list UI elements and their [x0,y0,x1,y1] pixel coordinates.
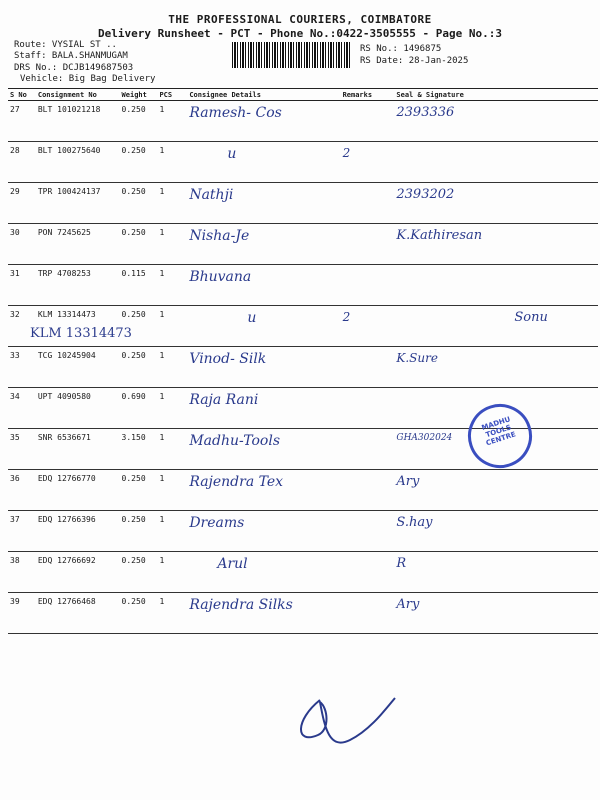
row-consignment: BLT 100275640 [36,142,120,183]
row-sno: 38 [8,552,36,593]
row-consignment: BLT 101021218 [36,101,120,142]
row-consignment: EDQ 12766692 [36,552,120,593]
col-seal: Seal & Signature [394,89,598,101]
row-signature: 2393336 [394,101,598,142]
row-sno: 39 [8,593,36,634]
row-consignee: Nathji [187,183,340,224]
row-signature: Ary [394,593,598,634]
company-title: THE PROFESSIONAL COURIERS, COIMBATORE [168,13,432,26]
row-weight: 0.250 [120,224,158,265]
row-remarks: 2 [341,306,395,347]
table-row [8,101,598,142]
row-pcs: 1 [157,142,187,183]
signature-scribble [290,690,400,760]
row-remarks [341,183,395,224]
row-consignment: EDQ 12766396 [36,511,120,552]
row-signature: S.hay [394,511,598,552]
row-pcs: 1 [157,265,187,306]
row-consignee: Raja Rani [187,388,340,429]
table-row [8,470,598,511]
table-row [8,183,598,224]
row-remarks [341,388,395,429]
row-remarks [341,552,395,593]
madhu-tools-stamp: MADHU TOOLS CENTRE [460,396,541,477]
table-row [8,224,598,265]
col-pcs: PCS [157,89,187,101]
runsheet-table [8,88,598,634]
row-sno: 32 [8,306,36,347]
row-pcs: 1 [157,224,187,265]
row-remarks [341,429,395,470]
row-pcs: 1 [157,183,187,224]
row-pcs: 1 [157,593,187,634]
row-remarks [341,265,395,306]
row-pcs: 1 [157,306,187,347]
row-sno: 31 [8,265,36,306]
row-sno: 34 [8,388,36,429]
row-consignee: Dreams [187,511,340,552]
row-sno: 27 [8,101,36,142]
row-weight: 0.250 [120,306,158,347]
row-weight: 3.150 [120,429,158,470]
table-row [8,593,598,634]
col-weight: Weight [120,89,158,101]
row-sno: 29 [8,183,36,224]
row-pcs: 1 [157,388,187,429]
table-row [8,142,598,183]
row-remarks [341,511,395,552]
table-header-row [8,89,598,101]
drs-number: DRS No.: DCJB149687503 [14,63,134,73]
row-pcs: 1 [157,347,187,388]
table-row [8,511,598,552]
row-remarks: 2 [341,142,395,183]
col-consignee: Consignee Details [187,89,340,101]
row-consignee: Nisha-Je [187,224,340,265]
row-consignment: TCG 10245904 [36,347,120,388]
handwritten-consignment-note: KLM 13314473 [30,326,132,341]
row-sno: 28 [8,142,36,183]
row-consignment: EDQ 12766468 [36,593,120,634]
row-weight: 0.250 [120,142,158,183]
table-row [8,347,598,388]
row-signature [394,142,598,183]
row-weight: 0.250 [120,470,158,511]
row-consignment: UPT 4090580 [36,388,120,429]
row-consignment: TPR 100424137 [36,183,120,224]
row-signature: GHA302024 [394,429,598,470]
row-signature: 2393202 [394,183,598,224]
row-weight: 0.250 [120,183,158,224]
row-signature: K.Kathiresan [394,224,598,265]
row-signature [394,265,598,306]
table-row [8,552,598,593]
row-remarks [341,470,395,511]
row-remarks [341,593,395,634]
row-consignee: u [187,142,340,183]
row-pcs: 1 [157,511,187,552]
row-sno: 36 [8,470,36,511]
row-consignment: EDQ 12766770 [36,470,120,511]
row-weight: 0.115 [120,265,158,306]
row-signature: Sonu [394,306,598,347]
row-signature: K.Sure [394,347,598,388]
row-consignment: SNR 6536671 [36,429,120,470]
row-consignment: PON 7245625 [36,224,120,265]
row-sno: 37 [8,511,36,552]
row-consignee: Rajendra Tex [187,470,340,511]
row-pcs: 1 [157,429,187,470]
barcode-image [232,42,350,68]
row-consignee: Bhuvana [187,265,340,306]
row-weight: 0.250 [120,511,158,552]
runsheet-subtitle: Delivery Runsheet - PCT - Phone No.:0422-3505555 - Page No.:3 [98,27,502,40]
row-sno: 33 [8,347,36,388]
row-consignee: Rajendra Silks [187,593,340,634]
row-consignee: Arul [187,552,340,593]
row-consignment: KLM 13314473 [36,306,120,347]
row-sno: 35 [8,429,36,470]
vehicle-label: Vehicle: Big Bag Delivery [20,74,156,84]
col-consignment: Consignment No [36,89,120,101]
row-signature: Ary [394,470,598,511]
row-consignee: Madhu-Tools [187,429,340,470]
row-remarks [341,224,395,265]
row-pcs: 1 [157,552,187,593]
row-weight: 0.250 [120,101,158,142]
row-weight: 0.250 [120,552,158,593]
rs-date: RS Date: 28-Jan-2025 [360,56,469,66]
row-remarks [341,101,395,142]
row-signature: R [394,552,598,593]
route-label: Route: VYSIAL ST .. [14,40,117,50]
col-sno: S No [8,89,36,101]
row-weight: 0.250 [120,347,158,388]
row-pcs: 1 [157,101,187,142]
row-consignee: Vinod- Silk [187,347,340,388]
row-remarks [341,347,395,388]
row-weight: 0.250 [120,593,158,634]
row-pcs: 1 [157,470,187,511]
row-consignee: Ramesh- Cos [187,101,340,142]
row-consignment: TRP 4708253 [36,265,120,306]
row-weight: 0.690 [120,388,158,429]
row-consignee: u [187,306,340,347]
table-row [8,265,598,306]
col-remarks: Remarks [341,89,395,101]
rs-number: RS No.: 1496875 [360,44,442,54]
row-sno: 30 [8,224,36,265]
staff-label: Staff: BALA.SHANMUGAM [14,51,128,61]
